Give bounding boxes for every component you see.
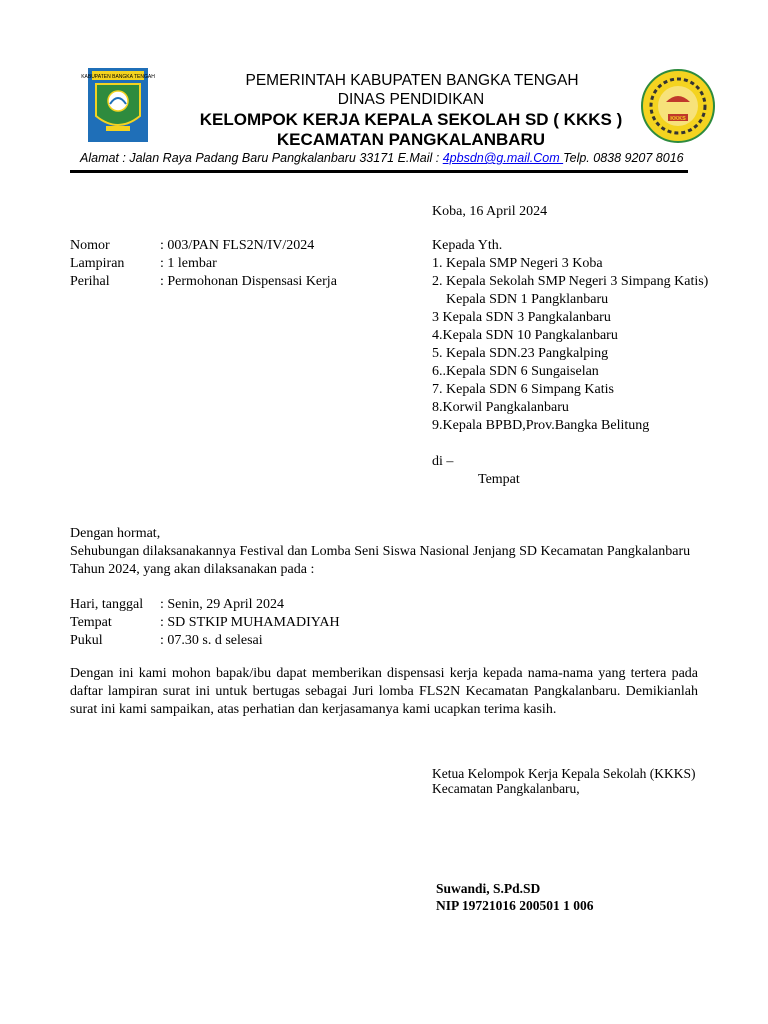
recipient-item: 4.Kepala SDN 10 Pangkalanbaru: [432, 328, 618, 343]
closing-paragraph: Dengan ini kami mohon bapak/ibu dapat memberikan dispensasi kerja kepada nama-nama yang tertera pada daftar lampiran surat ini untuk bertugas sebagai Juri lomba FLS2N Kecamatan Pangkalanbaru. Demikianlah surat ini kami sampaikan, atas perhatian dan kerjasamanya kami ucapkan terima kasih.: [70, 666, 698, 717]
letter-date: Koba, 16 April 2024: [432, 204, 548, 219]
letterhead-divider: [70, 170, 688, 173]
phone-text: Telp. 0838 9207 8016: [563, 151, 684, 165]
meta-row-lampiran: [70, 255, 217, 273]
recipient-item: Kepala SDN 1 Pangklanbaru: [446, 292, 609, 307]
event-row-date: [70, 596, 284, 614]
meta-key: Lampiran: [70, 256, 125, 271]
intro-paragraph: Sehubungan dilaksanakannya Festival dan Lomba Seni Siswa Nasional Jenjang SD Kecamatan Pangkalanbaru Tahun 2024, yang akan dilaksanakan pada :: [70, 544, 691, 577]
recipient-di: di –: [432, 454, 454, 469]
event-row-time: [70, 632, 263, 650]
letterhead-address: [80, 151, 720, 165]
recipient-item: 7. Kepala SDN 6 Simpang Katis: [432, 382, 614, 397]
event-key: Tempat: [70, 615, 112, 630]
recipient-list: [432, 237, 708, 435]
event-value: : 07.30 s. d selesai: [160, 633, 263, 648]
salutation: Dengan hormat,: [70, 526, 161, 541]
letterhead-organization: KELOMPOK KERJA KEPALA SEKOLAH SD ( KKKS ): [199, 110, 623, 129]
recipient-item: 1. Kepala SMP Negeri 3 Koba: [432, 256, 603, 271]
recipient-item: 6..Kepala SDN 6 Sungaiselan: [432, 364, 599, 379]
meta-value: : 1 lembar: [160, 256, 217, 271]
recipient-heading: Kepada Yth.: [432, 238, 503, 253]
kkks-logo-text: KKKS: [670, 116, 686, 122]
recipient-item: 3 Kepala SDN 3 Pangkalanbaru: [432, 310, 611, 325]
address-text: Alamat : Jalan Raya Padang Baru Pangkalanbaru 33171 E.Mail :: [80, 151, 443, 165]
letterhead-district: KECAMATAN PANGKALANBARU: [276, 130, 546, 149]
recipient-item: 9.Kepala BPBD,Prov.Bangka Belitung: [432, 418, 650, 433]
email-link[interactable]: 4pbsdn@g.mail.Com: [442, 151, 564, 165]
event-value: : SD STKIP MUHAMADIYAH: [160, 615, 340, 630]
recipient-tempat: Tempat: [478, 472, 520, 487]
recipient-item: 2. Kepala Sekolah SMP Negeri 3 Simpang Katis): [432, 274, 709, 289]
meta-key: Perihal: [70, 274, 110, 289]
emblem-caption: KABUPATEN BANGKA TENGAH: [81, 74, 155, 80]
recipient-item: 5. Kepala SDN.23 Pangkalping: [432, 346, 609, 361]
signatory-nip: NIP 19721016 200501 1 006: [436, 898, 594, 913]
letterhead-department: DINAS PENDIDIKAN: [337, 91, 485, 108]
signatory-district: Kecamatan Pangkalanbaru,: [432, 781, 580, 796]
recipient-item: 8.Korwil Pangkalanbaru: [432, 400, 569, 415]
event-value: : Senin, 29 April 2024: [160, 597, 285, 612]
letterhead-government: PEMERINTAH KABUPATEN BANGKA TENGAH: [245, 72, 579, 89]
event-row-place: [70, 614, 340, 632]
meta-row-perihal: [70, 273, 337, 291]
meta-value: : Permohonan Dispensasi Kerja: [160, 274, 337, 289]
event-key: Pukul: [70, 633, 103, 648]
meta-key: Nomor: [70, 238, 110, 253]
event-key: Hari, tanggal: [70, 597, 144, 612]
meta-value: : 003/PAN FLS2N/IV/2024: [160, 238, 315, 253]
signatory-name: Suwandi, S.Pd.SD: [436, 881, 541, 896]
signatory-title: Ketua Kelompok Kerja Kepala Sekolah (KKKS): [432, 766, 696, 781]
meta-row-nomor: [70, 237, 314, 255]
